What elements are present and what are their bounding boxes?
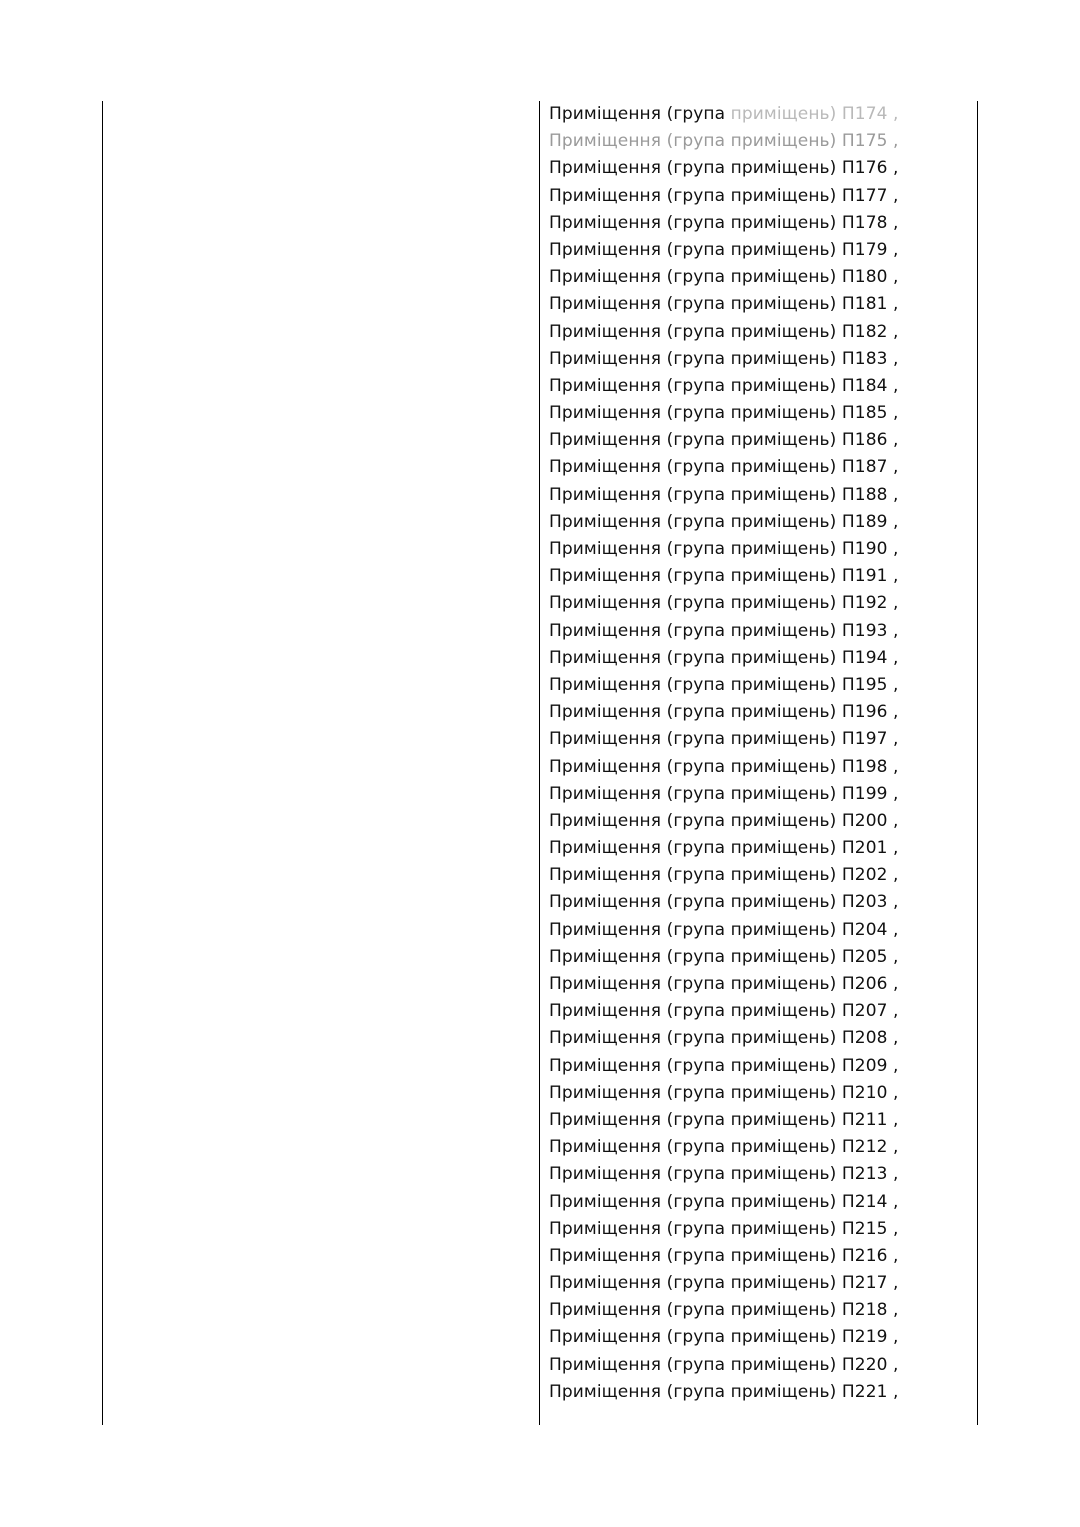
room-list-item: Приміщення (група приміщень) П197 , — [549, 729, 899, 750]
room-list-item: Приміщення (група приміщень) П214 , — [549, 1191, 899, 1212]
room-list-item: Приміщення (група приміщень) П188 , — [549, 484, 899, 505]
room-list-item: Приміщення (група приміщень) П202 , — [549, 865, 899, 886]
room-list-item: Приміщення (група приміщень) П215 , — [549, 1218, 899, 1239]
room-list-item: Приміщення (група приміщень) П212 , — [549, 1137, 899, 1158]
room-list-item: Приміщення (група приміщень) П199 , — [549, 783, 899, 804]
room-list-item: Приміщення (група приміщень) П204 , — [549, 919, 899, 940]
room-list-item: Приміщення (група приміщень) П174 , — [549, 104, 899, 124]
table-left-border — [102, 101, 103, 1425]
room-list-item: Приміщення (група приміщень) П193 , — [549, 620, 899, 641]
room-list-item: Приміщення (група приміщень) П221 , — [549, 1381, 899, 1402]
table-left-cell — [104, 101, 538, 1425]
room-list-item: Приміщення (група приміщень) П185 , — [549, 403, 899, 424]
room-list-item: Приміщення (група приміщень) П207 , — [549, 1001, 899, 1022]
room-list-item: Приміщення (група приміщень) П220 , — [549, 1354, 899, 1375]
room-list-item: Приміщення (група приміщень) П190 , — [549, 539, 899, 559]
room-list-item: Приміщення (група приміщень) П213 , — [549, 1164, 899, 1185]
room-list-item: Приміщення (група приміщень) П179 , — [549, 239, 899, 260]
room-list-item: Приміщення (група приміщень) П180 , — [549, 267, 899, 288]
table-column-divider — [539, 101, 540, 1425]
room-list-item: Приміщення (група приміщень) П182 , — [549, 321, 899, 342]
room-list-item: Приміщення (група приміщень) П194 , — [549, 647, 899, 668]
room-list-item: Приміщення (група приміщень) П177 , — [549, 185, 899, 206]
room-list-item: Приміщення (група приміщень) П192 , — [549, 593, 899, 614]
room-list-item: Приміщення (група приміщень) П211 , — [549, 1109, 899, 1130]
room-list-item: Приміщення (група приміщень) П175 , — [549, 131, 899, 152]
room-list-item: Приміщення (група приміщень) П184 , — [549, 375, 899, 396]
room-list-item: Приміщення (група приміщень) П183 , — [549, 348, 899, 369]
room-list-item: Приміщення (група приміщень) П186 , — [549, 430, 899, 451]
room-list-item: Приміщення (група приміщень) П218 , — [549, 1300, 899, 1321]
room-list-item: Приміщення (група приміщень) П217 , — [549, 1273, 899, 1294]
room-list-item: Приміщення (група приміщень) П181 , — [549, 294, 899, 315]
room-list-item: Приміщення (група приміщень) П219 , — [549, 1327, 899, 1348]
room-list-item: Приміщення (група приміщень) П176 , — [549, 158, 899, 179]
room-list-item: Приміщення (група приміщень) П189 , — [549, 511, 899, 532]
rooms-list — [549, 101, 974, 1406]
room-list-item: Приміщення (група приміщень) П200 , — [549, 810, 899, 831]
room-list-item: Приміщення (група приміщень) П203 , — [549, 892, 899, 913]
room-list-item: Приміщення (група приміщень) П209 , — [549, 1055, 899, 1076]
room-list-item: Приміщення (група приміщень) П196 , — [549, 702, 899, 723]
room-list-item: Приміщення (група приміщень) П198 , — [549, 756, 899, 777]
room-list-item: Приміщення (група приміщень) П201 , — [549, 838, 899, 859]
room-list-item: Приміщення (група приміщень) П191 , — [549, 566, 899, 587]
room-list-item: Приміщення (група приміщень) П216 , — [549, 1245, 899, 1266]
room-list-item: Приміщення (група приміщень) П210 , — [549, 1082, 899, 1103]
room-list-item: Приміщення (група приміщень) П208 , — [549, 1028, 899, 1049]
room-list-item: Приміщення (група приміщень) П195 , — [549, 674, 899, 695]
room-list-item: Приміщення (група приміщень) П206 , — [549, 974, 899, 994]
table-right-cell — [549, 101, 974, 1406]
room-list-item: Приміщення (група приміщень) П205 , — [549, 946, 899, 967]
room-list-item: Приміщення (група приміщень) П187 , — [549, 457, 899, 478]
table-right-border — [977, 101, 978, 1425]
room-list-item: Приміщення (група приміщень) П178 , — [549, 212, 899, 233]
